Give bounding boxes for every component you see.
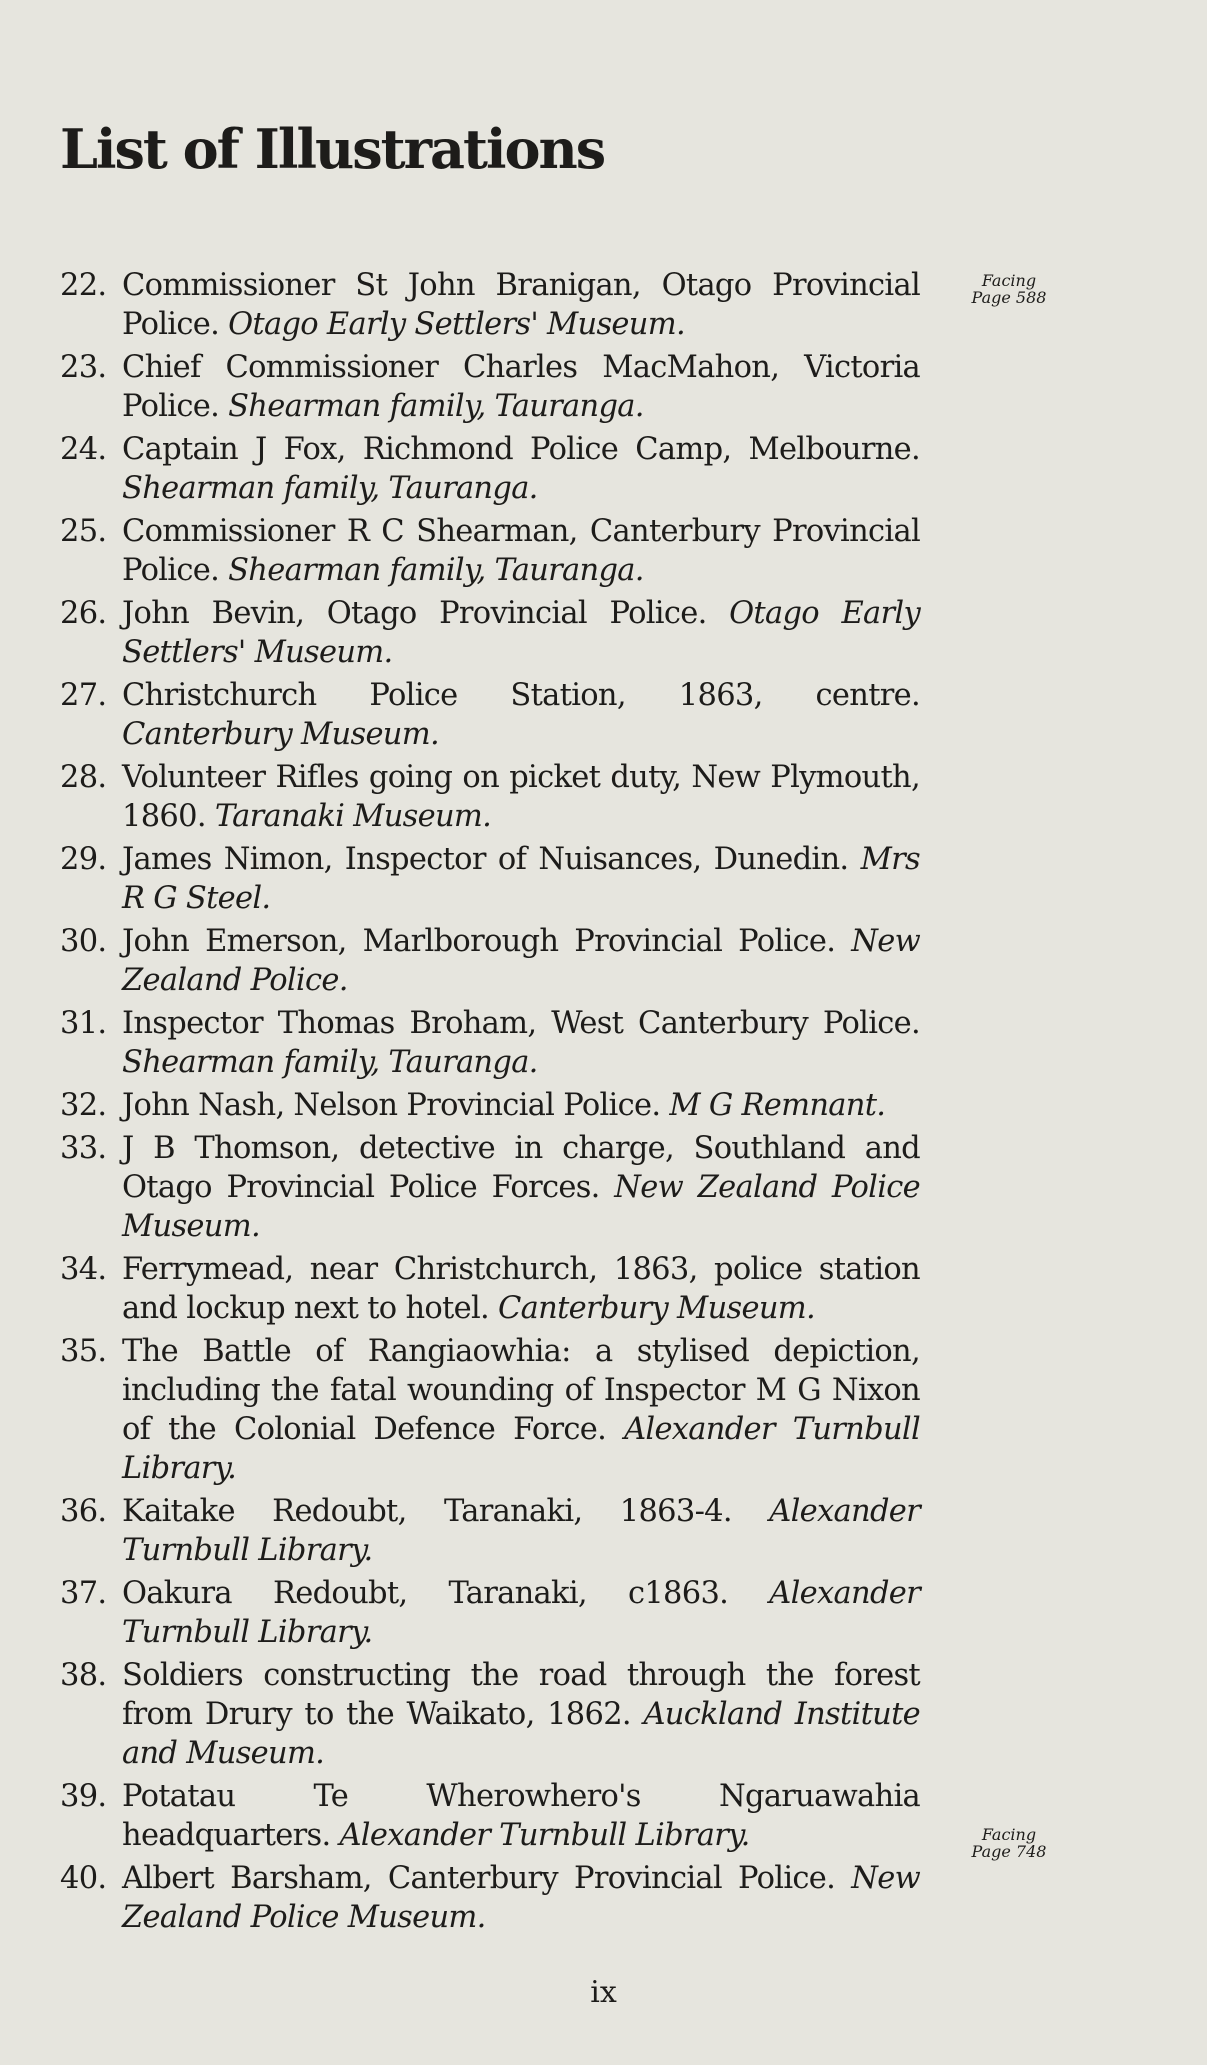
item-source: Canterbury Museum. — [498, 1291, 815, 1326]
list-item — [60, 1656, 920, 1773]
facing-page-number: Page 588 — [971, 288, 1047, 307]
facing-label: Facing — [981, 271, 1037, 290]
list-item — [60, 1332, 920, 1488]
item-source: M G Remnant. — [669, 1088, 886, 1123]
item-number: 24. — [60, 432, 107, 467]
facing-page-note-bottom — [949, 1826, 1069, 1860]
list-item — [60, 758, 920, 836]
list-item — [60, 512, 920, 590]
facing-label: Facing — [981, 1825, 1037, 1844]
item-caption: John Bevin, Otago Provincial Police. — [122, 596, 707, 631]
facing-page-number: Page 748 — [971, 1842, 1047, 1861]
item-caption: John Emerson, Marlborough Provincial Police. — [122, 924, 836, 959]
item-source: Otago Early Settlers' Museum. — [228, 307, 685, 342]
item-caption: Kaitake Redoubt, Taranaki, 1863-4. — [122, 1494, 732, 1529]
item-caption: Soldiers constructing the road through the forest from Drury to the Waikato, 1862. — [122, 1658, 920, 1732]
item-number: 30. — [60, 924, 107, 959]
item-number: 31. — [60, 1006, 107, 1041]
facing-page-note-top — [949, 272, 1069, 306]
list-item — [60, 840, 920, 918]
item-source: Alexander Turnbull Library. — [122, 1412, 921, 1486]
item-source: Alexander Turnbull Library. — [122, 1576, 920, 1650]
item-number: 29. — [60, 842, 107, 877]
list-item — [60, 1004, 920, 1082]
item-source: New Zealand Police Museum. — [122, 1861, 920, 1935]
item-caption: Commissioner St John Branigan, Otago Provincial Police. — [122, 268, 920, 342]
list-item — [60, 1492, 920, 1570]
item-source: Shearman family, Tauranga. — [228, 389, 644, 424]
item-number: 38. — [60, 1658, 107, 1693]
item-number: 36. — [60, 1494, 107, 1529]
item-caption: James Nimon, Inspector of Nuisances, Dunedin. — [122, 842, 849, 877]
item-caption: Chief Commissioner Charles MacMahon, Victoria Police. — [122, 350, 920, 424]
item-number: 39. — [60, 1779, 107, 1814]
list-item — [60, 1250, 920, 1328]
list-item — [60, 266, 920, 344]
item-source: Taranaki Museum. — [214, 799, 492, 834]
item-source: Shearman family, Tauranga. — [122, 1045, 538, 1080]
item-number: 37. — [60, 1576, 107, 1611]
illustration-list — [60, 266, 920, 1941]
item-source: Otago Early Settlers' Museum. — [122, 596, 921, 670]
item-source: New Zealand Police Museum. — [122, 1170, 920, 1244]
list-item — [60, 430, 920, 508]
item-number: 35. — [60, 1334, 107, 1369]
list-item — [60, 922, 920, 1000]
item-source: Mrs R G Steel. — [122, 842, 921, 916]
item-number: 22. — [60, 268, 107, 303]
item-number: 25. — [60, 514, 107, 549]
list-item — [60, 348, 920, 426]
item-caption: Ferrymead, near Christchurch, 1863, police station and lockup next to hotel. — [122, 1252, 920, 1326]
item-number: 27. — [60, 678, 107, 713]
list-item — [60, 676, 920, 754]
item-caption: Christchurch Police Station, 1863, centre. — [122, 678, 920, 713]
item-source: Alexander Turnbull Library. — [122, 1494, 920, 1568]
item-caption: Captain J Fox, Richmond Police Camp, Melbourne. — [122, 432, 920, 467]
item-source: Shearman family, Tauranga. — [228, 553, 644, 588]
item-number: 33. — [60, 1131, 107, 1166]
item-number: 26. — [60, 596, 107, 631]
item-caption: The Battle of Rangiaowhia: a stylised depiction, including the fatal wounding of Inspector M G Nixon of the Colonial Defence Force. — [122, 1334, 920, 1447]
item-number: 23. — [60, 350, 107, 385]
list-item — [60, 1086, 920, 1125]
item-number: 28. — [60, 760, 107, 795]
list-item — [60, 594, 920, 672]
item-source: Shearman family, Tauranga. — [122, 471, 538, 506]
item-number: 32. — [60, 1088, 107, 1123]
item-caption: John Nash, Nelson Provincial Police. — [122, 1088, 661, 1123]
item-number: 34. — [60, 1252, 107, 1287]
item-caption: Volunteer Rifles going on picket duty, New Plymouth, 1860. — [122, 760, 920, 834]
item-caption: Oakura Redoubt, Taranaki, c1863. — [122, 1576, 729, 1611]
item-source: Canterbury Museum. — [122, 717, 439, 752]
item-caption: J B Thomson, detective in charge, Southland and Otago Provincial Police Forces. — [122, 1131, 920, 1205]
item-caption: Inspector Thomas Broham, West Canterbury Police. — [122, 1006, 920, 1041]
list-item — [60, 1129, 920, 1246]
page-number: ix — [590, 1975, 617, 2010]
page-title: List of Illustrations — [60, 117, 605, 181]
item-source: Auckland Institute and Museum. — [122, 1697, 921, 1771]
item-caption: Albert Barsham, Canterbury Provincial Police. — [122, 1861, 836, 1896]
item-caption: Commissioner R C Shearman, Canterbury Provincial Police. — [122, 514, 920, 588]
item-caption: Potatau Te Wherowhero's Ngaruawahia headquarters. — [122, 1779, 920, 1853]
list-item — [60, 1859, 920, 1937]
item-source: New Zealand Police. — [122, 924, 921, 998]
list-item — [60, 1574, 920, 1652]
item-source: Alexander Turnbull Library. — [339, 1818, 750, 1853]
item-number: 40. — [60, 1861, 107, 1896]
list-item — [60, 1777, 920, 1855]
